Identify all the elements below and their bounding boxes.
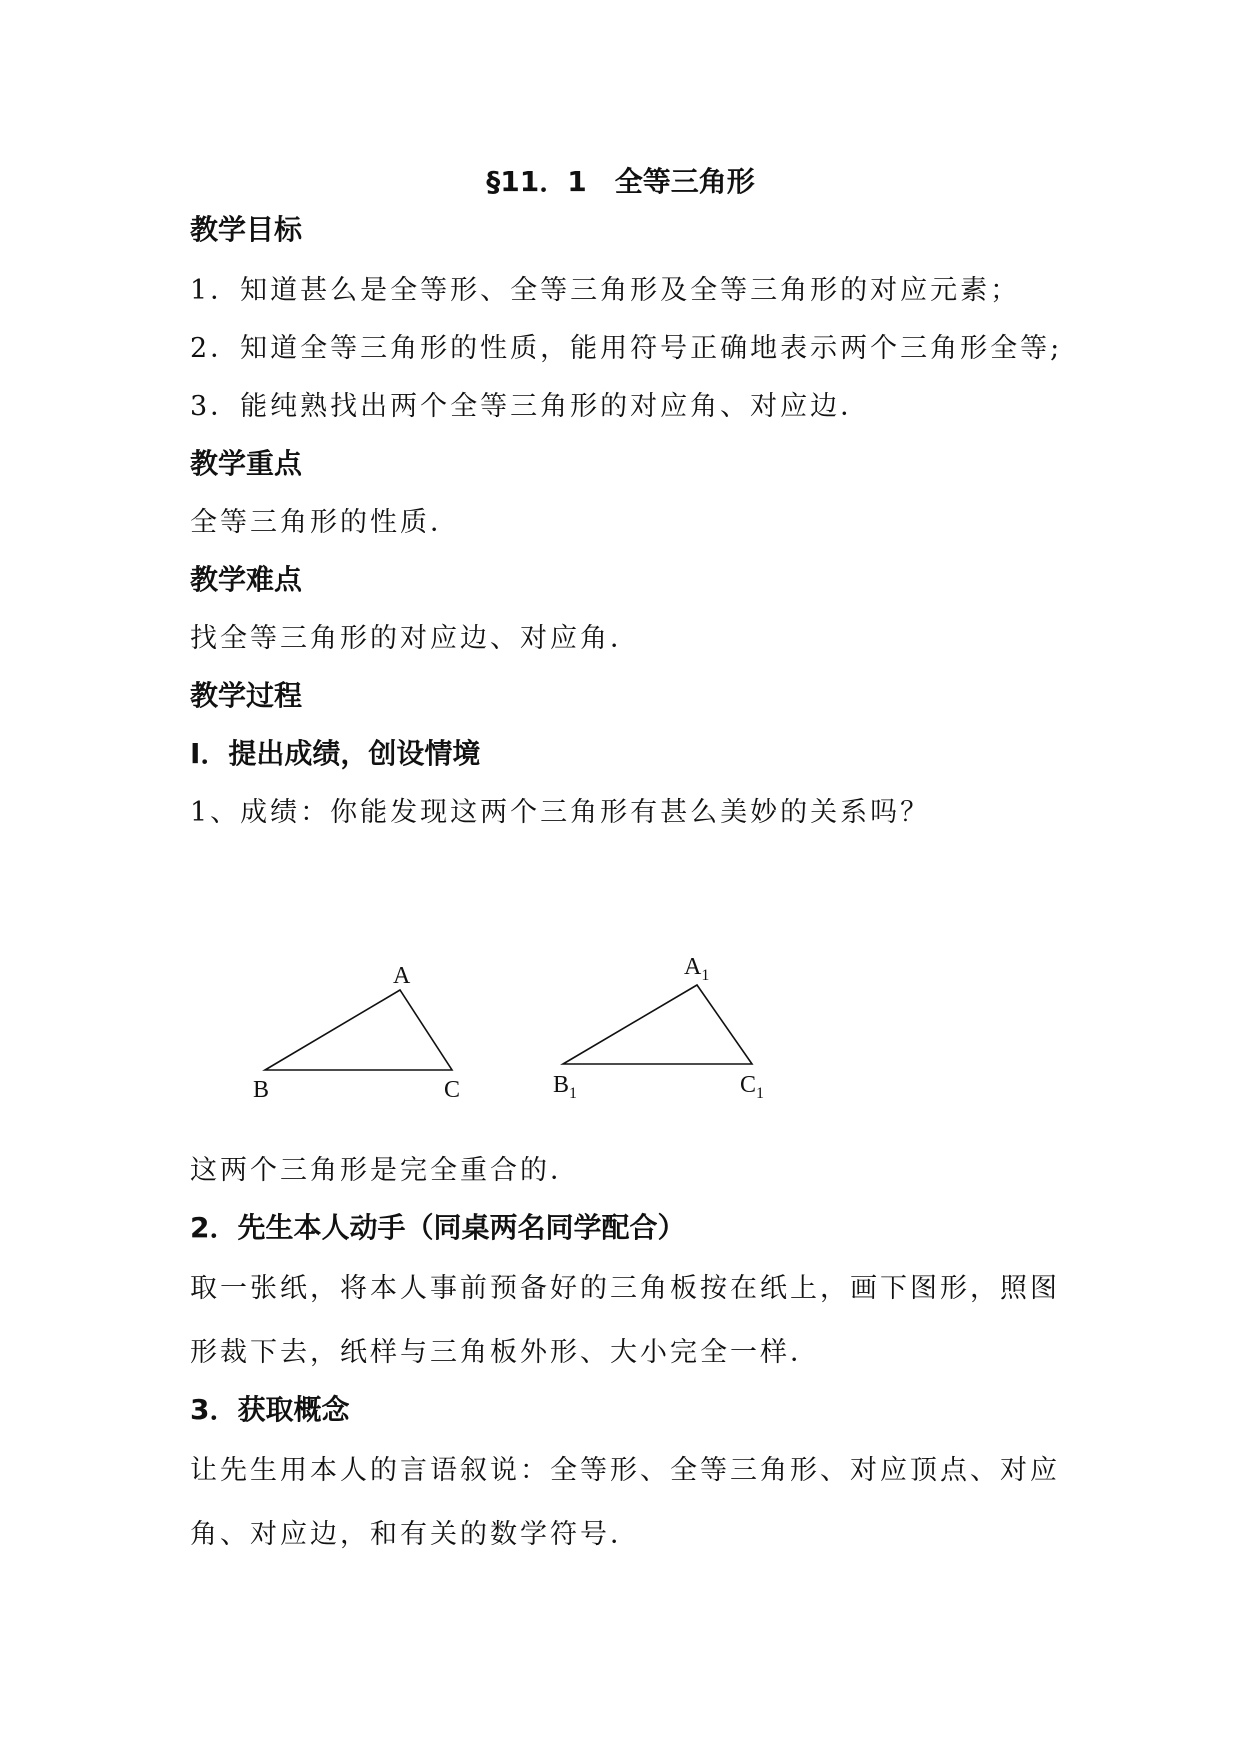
process-heading: 教学过程: [190, 679, 303, 712]
vertex-label-c: C: [444, 1077, 461, 1103]
step3-heading: 3．获取概念: [190, 1393, 350, 1426]
goals-heading: 教学目标: [190, 213, 303, 246]
difficulty-text: 找全等三角形的对应边、对应角．: [190, 623, 640, 654]
triangle-abc: [265, 990, 452, 1070]
key-text: 全等三角形的性质．: [190, 507, 460, 538]
vertex-label-a: A: [393, 963, 411, 989]
goal-item-2: 2．知道全等三角形的性质，能用符号正确地表示两个三角形全等;: [190, 333, 1063, 364]
goal-item-1: 1．知道甚么是全等形、全等三角形及全等三角形的对应元素；: [190, 275, 1021, 306]
vertex-label-b1: $B_1$: [553, 1072, 578, 1102]
page-title: §11．1 全等三角形: [486, 165, 755, 198]
step2-line-2: 形裁下去，纸样与三角板外形、大小完全一样．: [190, 1337, 820, 1368]
step2-heading: 2．先生本人动手（同桌两名同学配合）: [190, 1211, 686, 1244]
question-1: 1、成绩：你能发现这两个三角形有甚么美妙的关系吗？: [190, 797, 931, 828]
goal-item-3: 3．能纯熟找出两个全等三角形的对应角、对应边．: [190, 391, 871, 422]
triangle-a1b1c1: [563, 985, 752, 1064]
step3-line-2: 角、对应边，和有关的数学符号．: [190, 1519, 640, 1550]
vertex-label-a1: $A_1$: [684, 954, 710, 984]
key-heading: 教学重点: [190, 447, 303, 480]
vertex-label-b: B: [253, 1077, 270, 1103]
step2-line-1: 取一张纸，将本人事前预备好的三角板按在纸上，画下图形，照图: [190, 1273, 1060, 1304]
observation-text: 这两个三角形是完全重合的．: [190, 1155, 580, 1186]
vertex-label-c1: $C_1$: [740, 1072, 765, 1102]
part1-heading: Ⅰ．提出成绩，创设情境: [190, 737, 481, 770]
difficulty-heading: 教学难点: [190, 563, 303, 596]
step3-line-1: 让先生用本人的言语叙说：全等形、全等三角形、对应顶点、对应: [190, 1455, 1060, 1486]
